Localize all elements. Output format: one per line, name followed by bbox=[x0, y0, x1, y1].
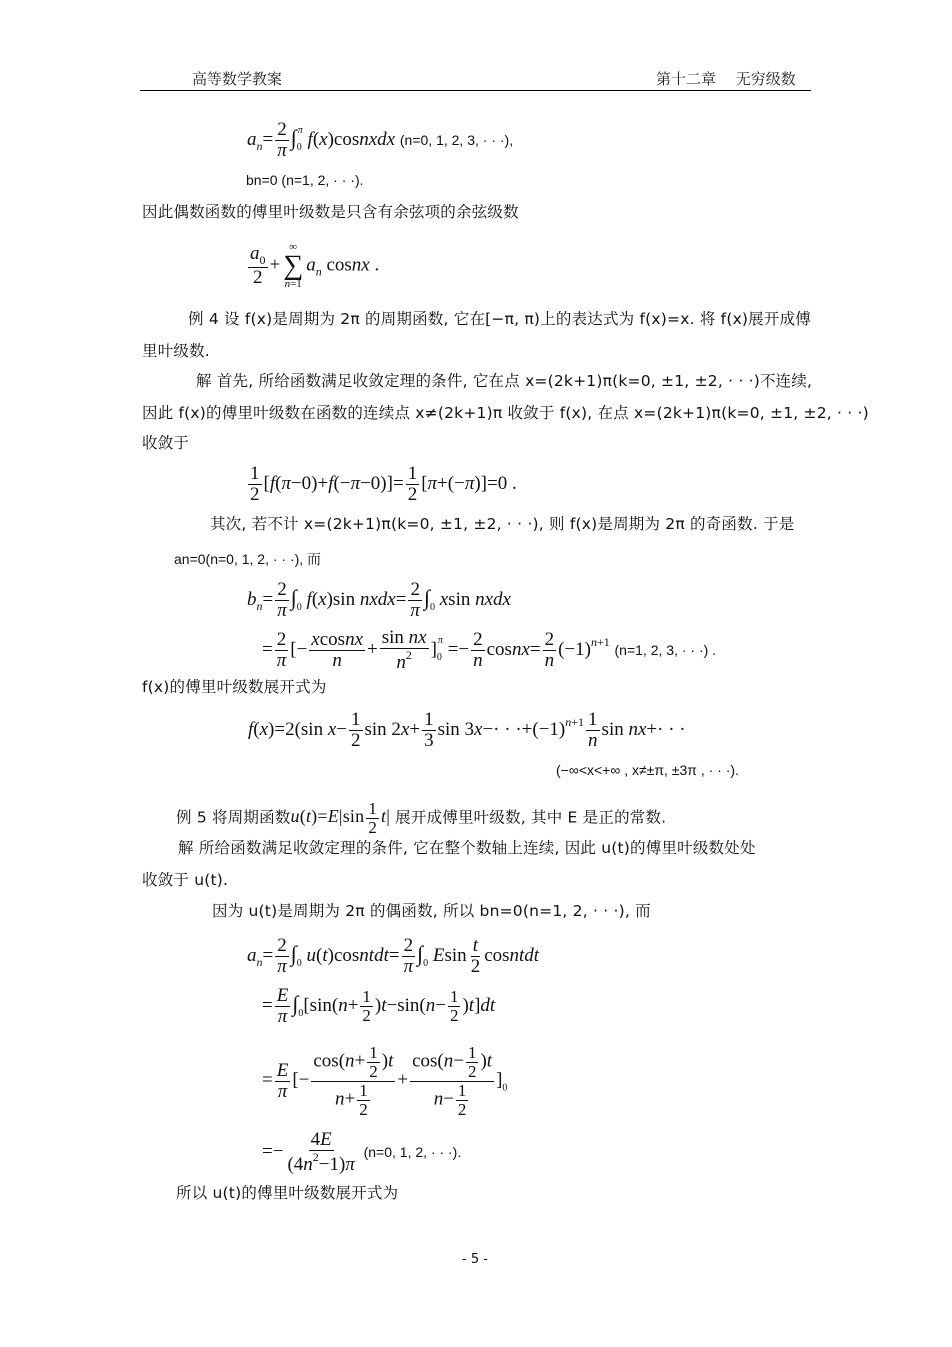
solution4-line6: f(x)的傅里叶级数展开式为 bbox=[142, 678, 327, 696]
example4-line2: 里叶级数. bbox=[142, 342, 210, 360]
solution4-line4: 其次, 若不计 x=(2k+1)π(k=0, ±1, ±2, · · ·), 则 f(x)是周期为 2π 的奇函数. 于是 bbox=[210, 515, 795, 533]
formula-bn-line2: = $\frac{2}{\pi}$ [− $\frac{\text{xcosnx}}{n}$ + $\frac{\text{sin nx}}{n^2}$ ]$_0^\pi$ =− $\frac{2}{n}$ cosnx= $\frac{2}{n}$ $(-1)^{n+1}$ (n=1, 2, 3, · · ·) . bbox=[262, 627, 717, 673]
solution4-line1: 解 首先, 所给函数满足收敛定理的条件, 它在点 x=(2k+1)π(k=0, ±1, ±2, · · ·)不连续, bbox=[196, 372, 813, 390]
bn-zero-line: bn=0 (n=1, 2, · · ·). bbox=[246, 172, 364, 188]
formula-bn-line1: $b_n=$ $\frac{2}{\pi}$ $\int_0$ f(x)sin nxdx= $\frac{2}{\pi}$ $\int_0$ xsin nxdx bbox=[247, 579, 511, 621]
solution4-line5: an=0(n=0, 1, 2, · · ·), 而 bbox=[174, 551, 322, 567]
formula-ut: u(t)=E|sin $\frac{1}{2}$ t| bbox=[290, 799, 391, 837]
header-rule bbox=[140, 90, 811, 91]
an5-condition: (n=0, 1, 2, · · ·). bbox=[363, 1143, 462, 1160]
an-condition: (n=0, 1, 2, 3, · · ·), bbox=[399, 131, 514, 148]
formula-cosine-series: $\frac{a_0}{2}$ + ∞ ∑ n=1 $a_n$ cosnx . bbox=[250, 241, 380, 290]
solution5-line4: 所以 u(t)的傅里叶级数展开式为 bbox=[176, 1184, 399, 1202]
solution4-line3: 收敛于 bbox=[142, 434, 190, 452]
formula-an-even: $a_n=$ $\frac{2}{\pi}$ $\int_0^\pi$ f(x)cosnxdx (n=0, 1, 2, 3, · · ·), bbox=[247, 119, 514, 161]
example5-suffix: 展开成傅里叶级数, 其中 E 是正的常数. bbox=[395, 808, 667, 827]
formula-an5-line1: $a_n=$ $\frac{2}{\pi}$ $\int_0$ u(t)cosntdt= $\frac{2}{\pi}$ $\int_0$ Esin $\frac{t}{2}$ cosntdt bbox=[247, 935, 540, 977]
example5-prefix: 例 5 将周期函数 bbox=[176, 808, 291, 827]
example5-line bbox=[176, 800, 666, 837]
formula-an5-line2: = $\frac{E}{\pi}$ $\int_0[\sin(n+$ $\frac{1}{2}$ )t−sin(n− $\frac{1}{2}$ )t]dt bbox=[262, 985, 496, 1027]
formula-half-sum: $\frac{1}{2}$ [f(π−0)+f(−π−0)]= $\frac{1}{2}$ [π+(−π)]=0 . bbox=[250, 463, 517, 505]
formula-an5-line4: =− $\frac{4E}{(4n^2-1)\pi}$ (n=0, 1, 2, · · ·). bbox=[262, 1129, 462, 1175]
header-chapter: 第十二章 无穷级数 bbox=[656, 70, 796, 88]
solution5-line1: 解 所给函数满足收敛定理的条件, 它在整个数轴上连续, 因此 u(t)的傅里叶级数处处 bbox=[178, 839, 756, 857]
solution5-line2: 收敛于 u(t). bbox=[142, 871, 229, 889]
formula-fx-expansion: f(x)=2(sin x− $\frac{1}{2}$ sin 2x+ $\frac{1}{3}$ $\sin 3x-\cdot \cdot \cdot+(-1)^{n+1}$ $\frac{1}{n}$ sin nx+· · · bbox=[248, 709, 686, 751]
formula-an5-line3: = $\frac{E}{\pi}$ [− cos(n+ $\frac{1}{2}$ )t n+ $\frac{1}{2}$ + cos(n− $\frac{1}{2}$ )t n− $\frac{1}{2}$ ]$_0$ bbox=[262, 1043, 508, 1119]
example4-line1: 例 4 设 f(x)是周期为 2π 的周期函数, 它在[−π, π)上的表达式为 f(x)=x. 将 f(x)展开成傅 bbox=[188, 310, 811, 328]
solution5-line3: 因为 u(t)是周期为 2π 的偶函数, 所以 bn=0(n=1, 2, · · ·), 而 bbox=[212, 902, 651, 920]
solution4-line2: 因此 f(x)的傅里叶级数在函数的连续点 x≠(2k+1)π 收敛于 f(x), 在点 x=(2k+1)π(k=0, ±1, ±2, · · ·) bbox=[142, 404, 869, 422]
fx-range: (−∞<x<+∞ , x≠±π, ±3π , · · ·). bbox=[556, 762, 739, 778]
page-number: - 5 - bbox=[462, 1252, 488, 1267]
paragraph-even-intro: 因此偶数函数的傅里叶级数是只含有余弦项的余弦级数 bbox=[142, 203, 519, 221]
bn-condition: (n=1, 2, 3, · · ·) . bbox=[614, 641, 717, 658]
header-title: 高等数学教案 bbox=[192, 70, 283, 88]
